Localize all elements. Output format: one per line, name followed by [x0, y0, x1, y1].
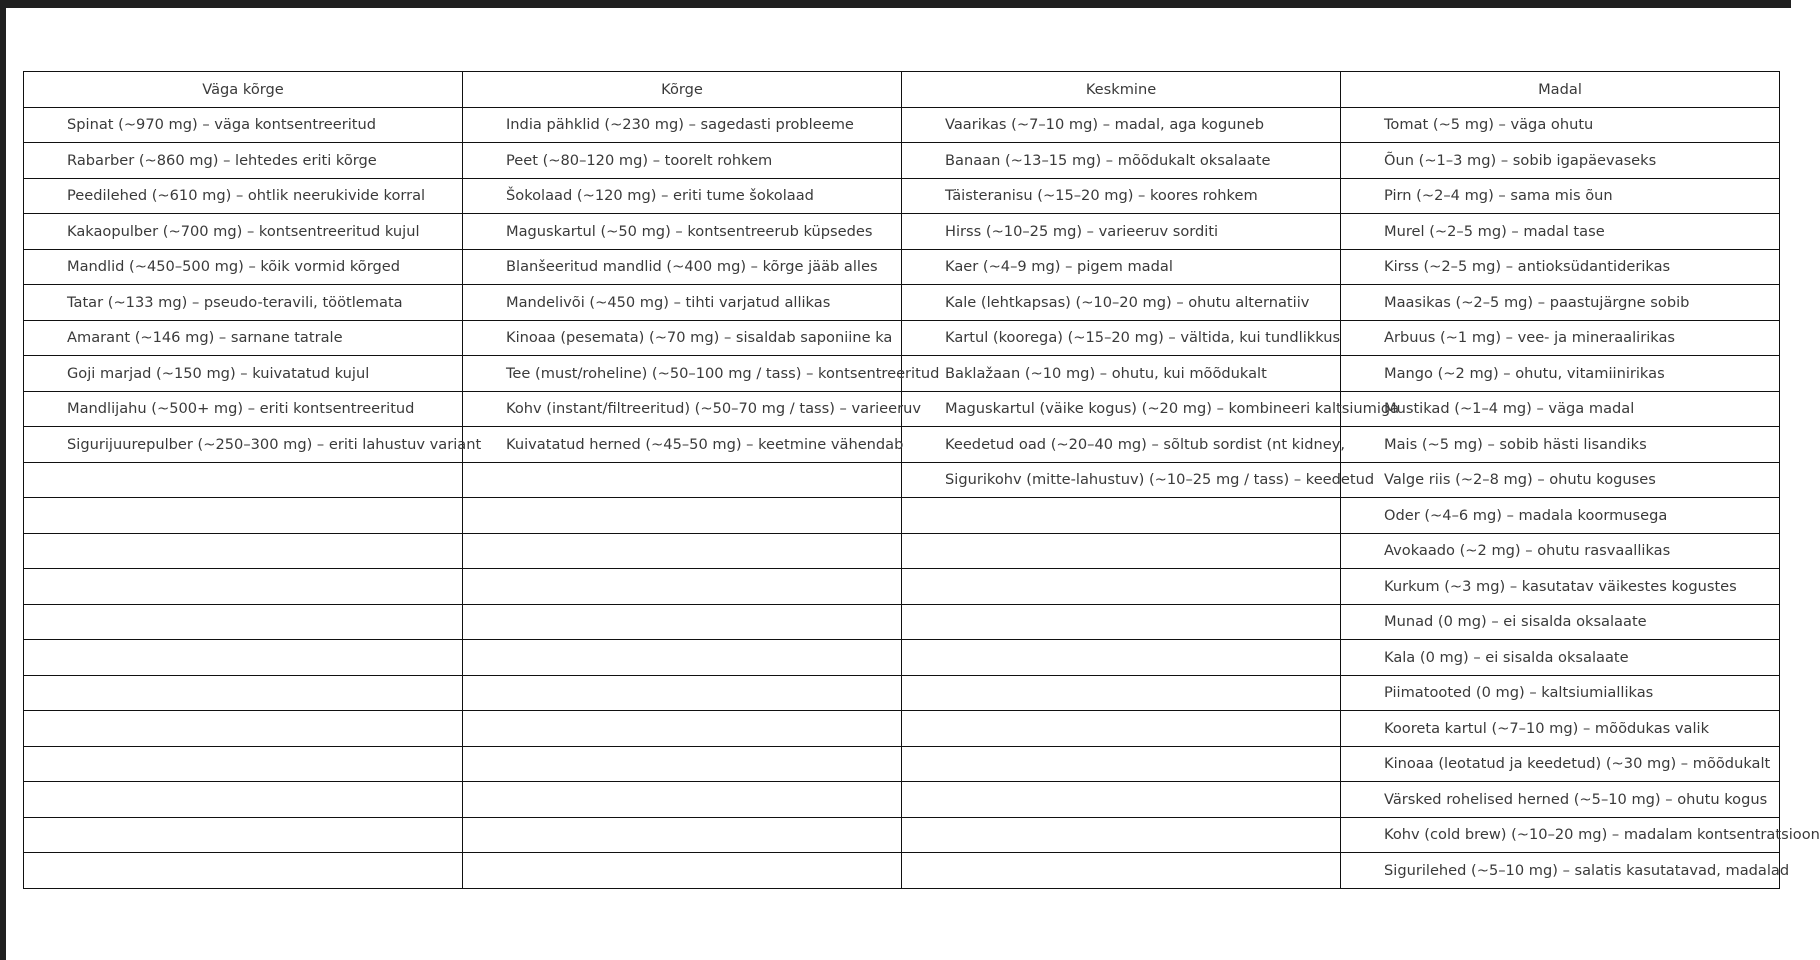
table-cell	[902, 782, 1341, 818]
table-cell	[24, 533, 463, 569]
table-cell: Kale (lehtkapsas) (~10–20 mg) – ohutu alternatiiv	[902, 285, 1341, 321]
table-cell	[463, 675, 902, 711]
table-cell	[463, 853, 902, 889]
table-cell: Tatar (~133 mg) – pseudo-teravili, töötlemata	[24, 285, 463, 321]
oxalate-table	[23, 71, 1820, 889]
table-cell: Blanšeeritud mandlid (~400 mg) – kõrge jääb alles	[463, 249, 902, 285]
table-cell: Kohv (cold brew) (~10–20 mg) – madalam kontsentratsioon	[1341, 817, 1780, 853]
table-cell: Maguskartul (väike kogus) (~20 mg) – kombineeri kaltsiumiga	[902, 391, 1341, 427]
table-cell	[902, 533, 1341, 569]
table-cell: Piimatooted (0 mg) – kaltsiumiallikas	[1341, 675, 1780, 711]
header-medium: Keskmine	[902, 72, 1341, 108]
table-cell: Tee (must/roheline) (~50–100 mg / tass) – kontsentreeritud	[463, 356, 902, 392]
table-cell	[24, 498, 463, 534]
table-cell: Avokaado (~2 mg) – ohutu rasvaallikas	[1341, 533, 1780, 569]
table-cell: Sigurilehed (~5–10 mg) – salatis kasutatavad, madalad	[1341, 853, 1780, 889]
table-row	[24, 320, 1780, 356]
table-row	[24, 249, 1780, 285]
table-cell: Rabarber (~860 mg) – lehtedes eriti kõrge	[24, 143, 463, 179]
table-cell: Murel (~2–5 mg) – madal tase	[1341, 214, 1780, 250]
table-cell	[902, 746, 1341, 782]
table-cell: Banaan (~13–15 mg) – mõõdukalt oksalaate	[902, 143, 1341, 179]
window-frame-top	[0, 0, 1791, 8]
table-row	[24, 533, 1780, 569]
table-cell	[902, 853, 1341, 889]
table-cell: Baklažaan (~10 mg) – ohutu, kui mõõdukalt	[902, 356, 1341, 392]
table-cell: Arbuus (~1 mg) – vee- ja mineraalirikas	[1341, 320, 1780, 356]
table-cell	[463, 817, 902, 853]
table-row	[24, 356, 1780, 392]
table-cell: Tomat (~5 mg) – väga ohutu	[1341, 107, 1780, 143]
table-cell: Sigurikohv (mitte-lahustuv) (~10–25 mg / tass) – keedetud	[902, 462, 1341, 498]
table-row	[24, 604, 1780, 640]
table-cell: Kinoaa (leotatud ja keedetud) (~30 mg) – mõõdukalt	[1341, 746, 1780, 782]
table-cell: Kuivatatud herned (~45–50 mg) – keetmine vähendab	[463, 427, 902, 463]
table-cell	[24, 604, 463, 640]
table-cell	[463, 782, 902, 818]
table-cell	[24, 817, 463, 853]
table-cell: Kakaopulber (~700 mg) – kontsentreeritud kujul	[24, 214, 463, 250]
table-cell: Mandlijahu (~500+ mg) – eriti kontsentreeritud	[24, 391, 463, 427]
table-cell: India pähklid (~230 mg) – sagedasti probleeme	[463, 107, 902, 143]
table-row	[24, 143, 1780, 179]
table-cell	[24, 746, 463, 782]
table-cell	[24, 711, 463, 747]
table-cell: Õun (~1–3 mg) – sobib igapäevaseks	[1341, 143, 1780, 179]
table-cell	[902, 640, 1341, 676]
table-cell: Kaer (~4–9 mg) – pigem madal	[902, 249, 1341, 285]
table-cell	[902, 817, 1341, 853]
header-high: Kõrge	[463, 72, 902, 108]
table-row	[24, 214, 1780, 250]
table-row	[24, 746, 1780, 782]
table-cell: Valge riis (~2–8 mg) – ohutu koguses	[1341, 462, 1780, 498]
table-cell	[463, 569, 902, 605]
table-row	[24, 178, 1780, 214]
table-cell	[463, 711, 902, 747]
table-cell: Peedilehed (~610 mg) – ohtlik neerukivide korral	[24, 178, 463, 214]
table-cell	[24, 569, 463, 605]
table-row	[24, 711, 1780, 747]
table-cell: Kohv (instant/filtreeritud) (~50–70 mg / tass) – varieeruv	[463, 391, 902, 427]
table-cell: Mandelivõi (~450 mg) – tihti varjatud allikas	[463, 285, 902, 321]
table-cell	[463, 640, 902, 676]
table-cell: Vaarikas (~7–10 mg) – madal, aga koguneb	[902, 107, 1341, 143]
table-cell: Keedetud oad (~20–40 mg) – sõltub sordist (nt kidney,	[902, 427, 1341, 463]
table-row	[24, 427, 1780, 463]
document-sheet	[6, 8, 1820, 960]
table-cell: Kirss (~2–5 mg) – antioksüdantiderikas	[1341, 249, 1780, 285]
table-row	[24, 391, 1780, 427]
table-cell: Pirn (~2–4 mg) – sama mis õun	[1341, 178, 1780, 214]
table-row	[24, 462, 1780, 498]
table-cell	[463, 498, 902, 534]
table-cell	[902, 569, 1341, 605]
table-cell: Kartul (koorega) (~15–20 mg) – vältida, kui tundlikkus	[902, 320, 1341, 356]
table-row	[24, 675, 1780, 711]
header-very-high: Väga kõrge	[24, 72, 463, 108]
table-cell	[24, 782, 463, 818]
table-cell: Mais (~5 mg) – sobib hästi lisandiks	[1341, 427, 1780, 463]
table-cell	[24, 462, 463, 498]
table-row	[24, 107, 1780, 143]
table-cell: Värsked rohelised herned (~5–10 mg) – ohutu kogus	[1341, 782, 1780, 818]
table-cell: Hirss (~10–25 mg) – varieeruv sorditi	[902, 214, 1341, 250]
table-cell: Amarant (~146 mg) – sarnane tatrale	[24, 320, 463, 356]
table-row	[24, 817, 1780, 853]
table-cell: Kurkum (~3 mg) – kasutatav väikestes kogustes	[1341, 569, 1780, 605]
table-cell	[24, 675, 463, 711]
table-cell: Maguskartul (~50 mg) – kontsentreerub küpsedes	[463, 214, 902, 250]
table-cell: Mango (~2 mg) – ohutu, vitamiinirikas	[1341, 356, 1780, 392]
table-row	[24, 853, 1780, 889]
table-cell	[463, 604, 902, 640]
table-cell: Sigurijuurepulber (~250–300 mg) – eriti lahustuv variant	[24, 427, 463, 463]
table-cell	[463, 746, 902, 782]
table-cell: Šokolaad (~120 mg) – eriti tume šokolaad	[463, 178, 902, 214]
table-row	[24, 285, 1780, 321]
table-cell: Mandlid (~450–500 mg) – kõik vormid kõrged	[24, 249, 463, 285]
table-cell	[24, 640, 463, 676]
table-cell: Munad (0 mg) – ei sisalda oksalaate	[1341, 604, 1780, 640]
table-cell: Kooreta kartul (~7–10 mg) – mõõdukas valik	[1341, 711, 1780, 747]
table-row	[24, 782, 1780, 818]
table-cell	[902, 711, 1341, 747]
table-cell: Mustikad (~1–4 mg) – väga madal	[1341, 391, 1780, 427]
table-cell	[463, 533, 902, 569]
table-cell	[902, 498, 1341, 534]
table-cell: Täisteranisu (~15–20 mg) – koores rohkem	[902, 178, 1341, 214]
table-cell: Maasikas (~2–5 mg) – paastujärgne sobib	[1341, 285, 1780, 321]
table-cell	[902, 675, 1341, 711]
table-row	[24, 569, 1780, 605]
table-row	[24, 498, 1780, 534]
table-header-row	[24, 72, 1780, 108]
table-cell	[24, 853, 463, 889]
table-cell	[902, 604, 1341, 640]
table-cell: Oder (~4–6 mg) – madala koormusega	[1341, 498, 1780, 534]
table-cell: Spinat (~970 mg) – väga kontsentreeritud	[24, 107, 463, 143]
table-cell: Peet (~80–120 mg) – toorelt rohkem	[463, 143, 902, 179]
table-cell	[463, 462, 902, 498]
table-cell: Goji marjad (~150 mg) – kuivatatud kujul	[24, 356, 463, 392]
table-cell: Kala (0 mg) – ei sisalda oksalaate	[1341, 640, 1780, 676]
table-cell: Kinoaa (pesemata) (~70 mg) – sisaldab saponiine ka	[463, 320, 902, 356]
table-row	[24, 640, 1780, 676]
header-low: Madal	[1341, 72, 1780, 108]
